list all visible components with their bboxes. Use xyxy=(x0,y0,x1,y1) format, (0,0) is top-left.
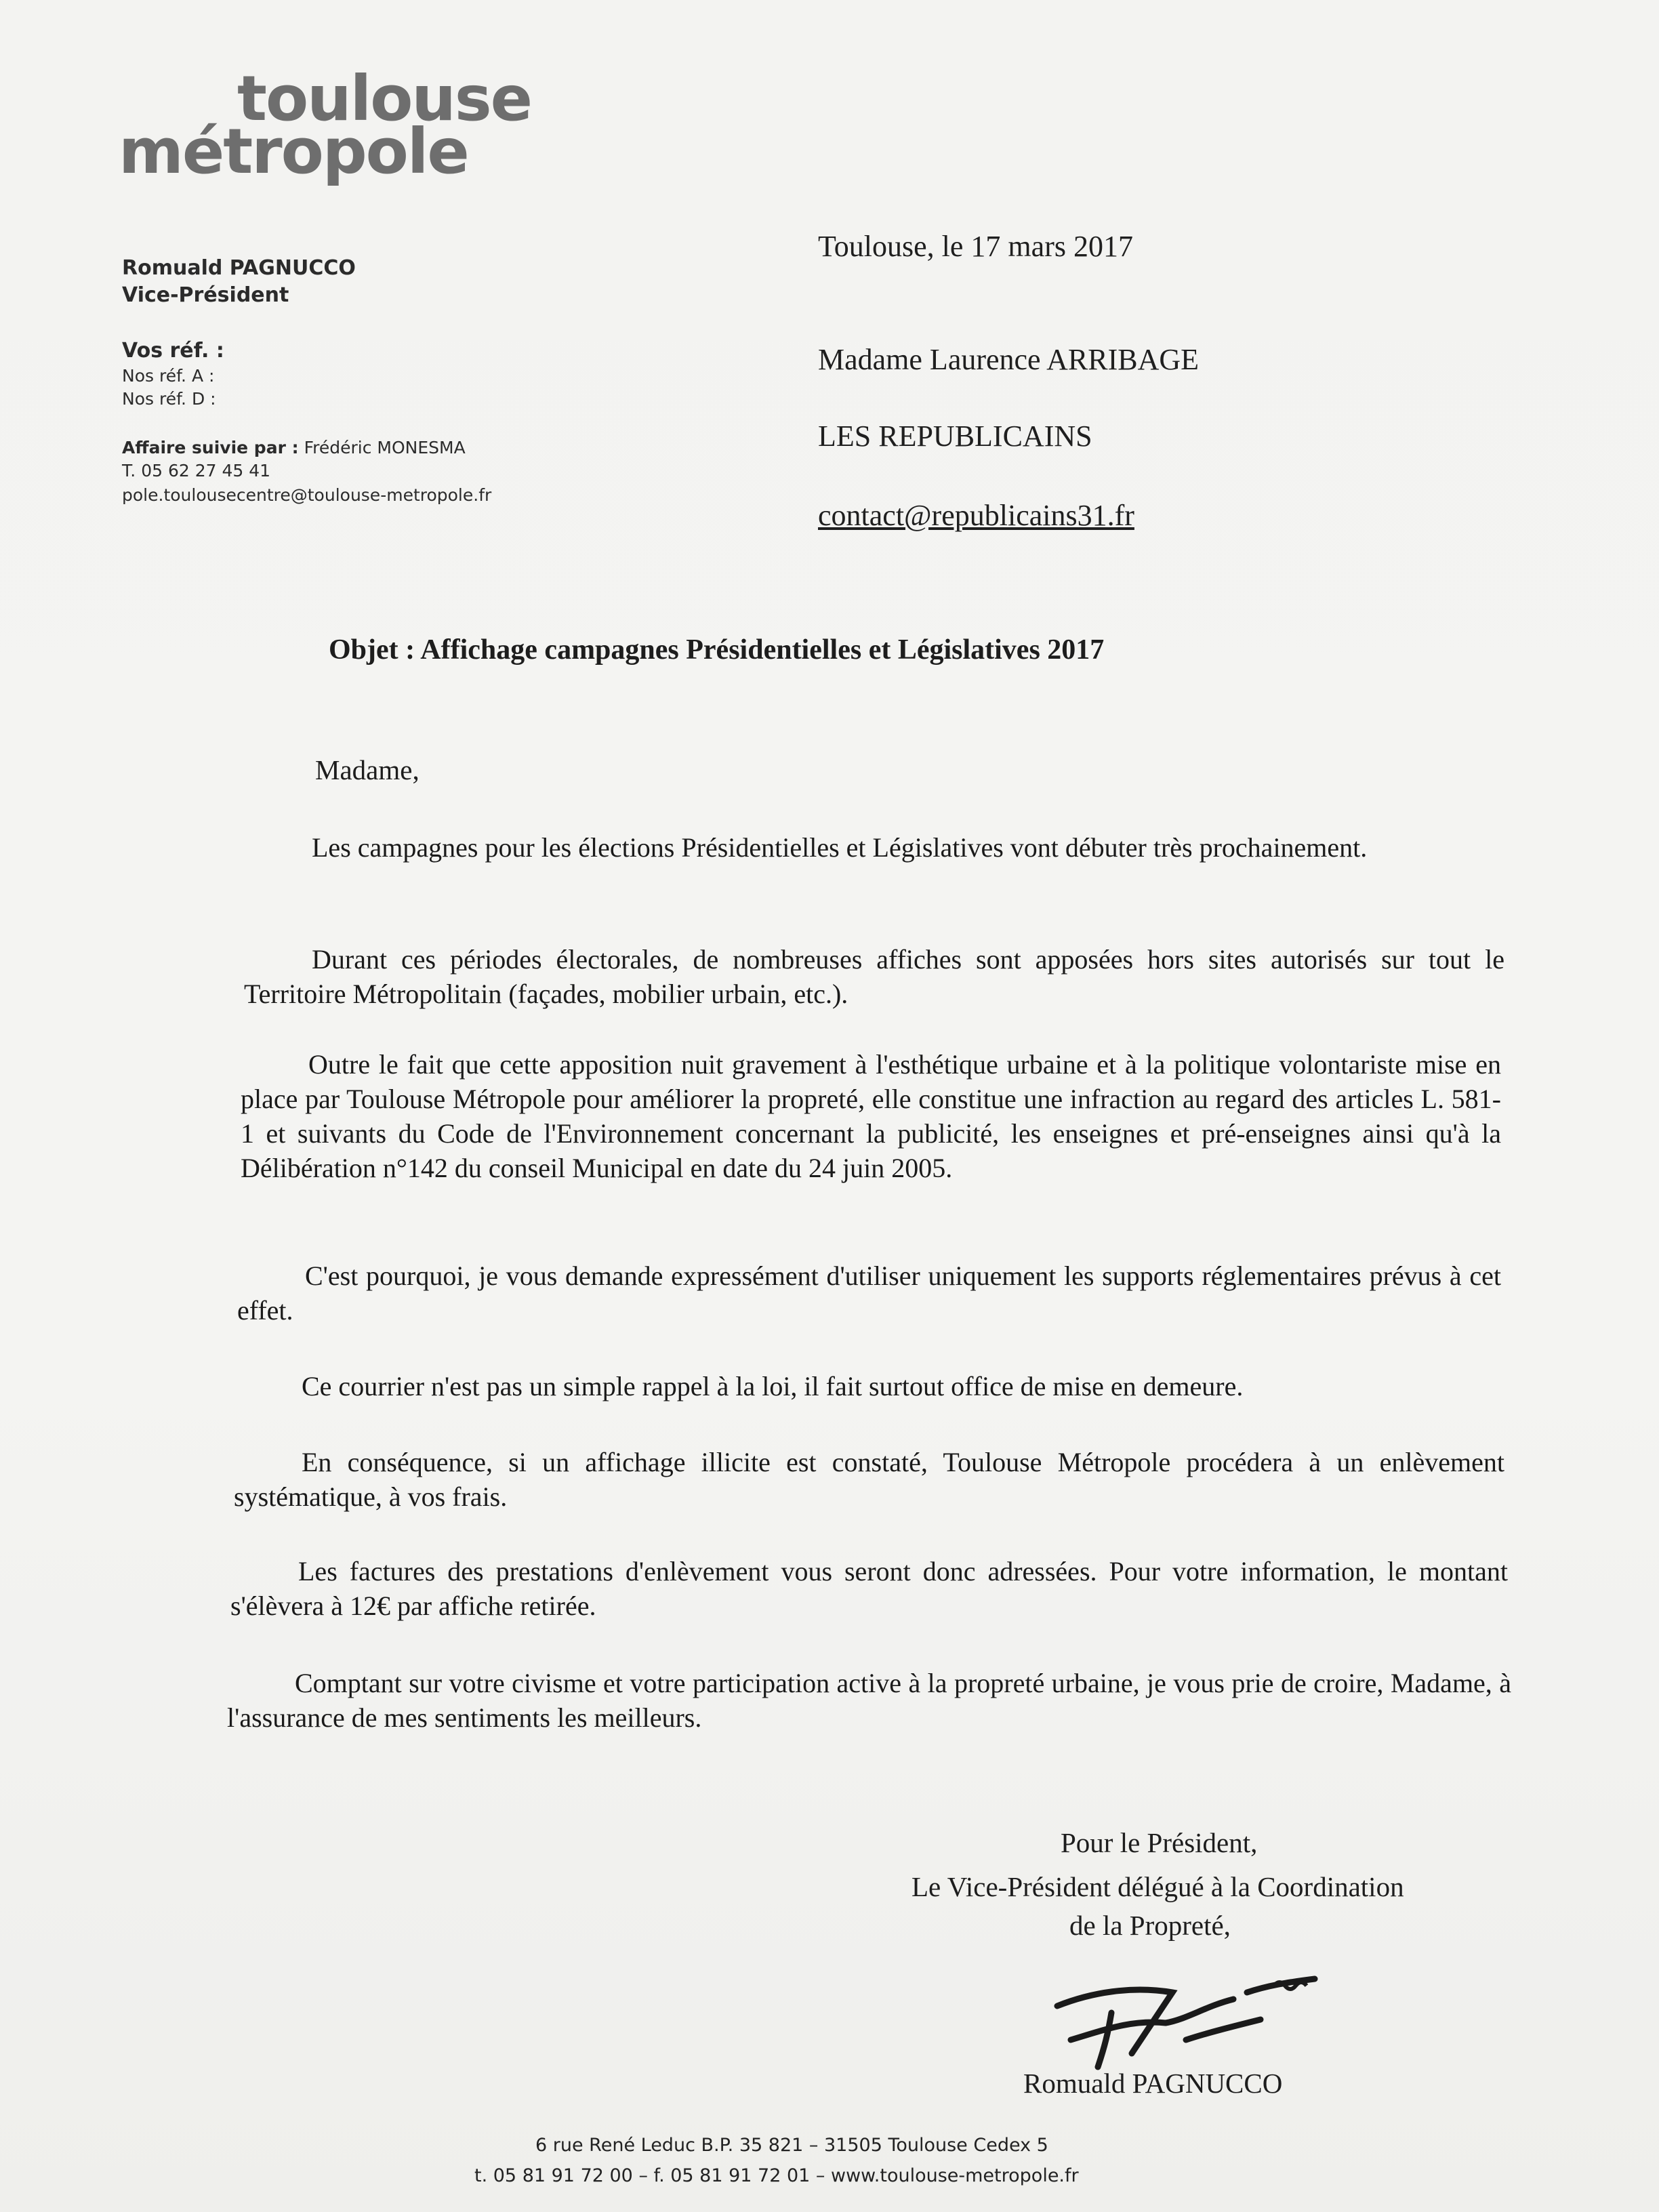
affaire-suivie xyxy=(122,438,466,457)
subject-line: Objet : Affichage campagnes Présidentielles et Législatives 2017 xyxy=(329,634,1105,665)
sender-name: Romuald PAGNUCCO xyxy=(122,256,356,280)
paragraph-2: Durant ces périodes électorales, de nombreuses affiches sont apposées hors sites autorisés sur tout le Territoire Métropolitain (façades, mobilier urbain, etc.). xyxy=(244,944,1504,1009)
paragraph-3: Outre le fait que cette apposition nuit gravement à l'esthétique urbaine et à la politique volontariste mise en place par Toulouse Métropole pour améliorer la propreté, elle constitue une infraction au regard des articles L. 581-1 et suivants du Code de l'Environnement concernant la publicité, les enseignes et pré-enseignes ainsi qu'à la Délibération n°142 du conseil Municipal en date du 24 juin 2005. xyxy=(241,1049,1501,1183)
affaire-label: Affaire suivie par : xyxy=(122,438,299,457)
footer-address: 6 rue René Leduc B.P. 35 821 – 31505 Toulouse Cedex 5 xyxy=(535,2135,1048,2156)
paragraph-4: C'est pourquoi, je vous demande expressément d'utiliser uniquement les supports réglementaires prévus à cet effet. xyxy=(237,1261,1501,1326)
paragraph-5: Ce courrier n'est pas un simple rappel à la loi, il fait surtout office de mise en demeure. xyxy=(302,1371,1244,1401)
footer-contact: t. 05 81 91 72 00 – f. 05 81 91 72 01 – www.toulouse-metropole.fr xyxy=(474,2165,1079,2186)
paragraph-7: Les factures des prestations d'enlèvement vous seront donc adressées. Pour votre information, le montant s'élèvera à 12€ par affiche retirée. xyxy=(230,1556,1508,1621)
sender-email[interactable]: pole.toulousecentre@toulouse-metropole.fr xyxy=(122,485,492,505)
closing-line-1: Pour le Président, xyxy=(1061,1827,1258,1858)
vos-ref: Vos réf. : xyxy=(122,339,224,363)
affaire-name: Frédéric MONESMA xyxy=(304,438,466,457)
paragraph-1: Les campagnes pour les élections Présidentielles et Législatives vont débuter très prochainement. xyxy=(312,832,1368,863)
handwritten-signature xyxy=(1030,1965,1342,2074)
sender-phone: T. 05 62 27 45 41 xyxy=(122,461,271,480)
sender-title: Vice-Président xyxy=(122,283,289,307)
salutation: Madame, xyxy=(315,754,419,785)
nos-ref-d: Nos réf. D : xyxy=(122,389,216,409)
recipient-email-link[interactable]: contact@republicains31.fr xyxy=(818,499,1134,532)
recipient-name: Madame Laurence ARRIBAGE xyxy=(818,343,1200,376)
logo-line-2: métropole xyxy=(119,115,468,188)
nos-ref-a: Nos réf. A : xyxy=(122,366,215,386)
closing-line-3: de la Propreté, xyxy=(1069,1910,1231,1941)
paragraph-8: Comptant sur votre civisme et votre participation active à la propreté urbaine, je vous prie de croire, Madame, à l'assurance de mes sentiments les meilleurs. xyxy=(227,1668,1511,1733)
signer-name: Romuald PAGNUCCO xyxy=(1023,2068,1283,2099)
letter-date: Toulouse, le 17 mars 2017 xyxy=(818,230,1133,263)
paragraph-6: En conséquence, si un affichage illicite est constaté, Toulouse Métropole procédera à un enlèvement systématique, à vos frais. xyxy=(234,1447,1504,1512)
recipient-org: LES REPUBLICAINS xyxy=(818,419,1092,453)
logo-line-1: toulouse xyxy=(237,62,532,135)
closing-line-2: Le Vice-Président délégué à la Coordination xyxy=(912,1871,1404,1902)
